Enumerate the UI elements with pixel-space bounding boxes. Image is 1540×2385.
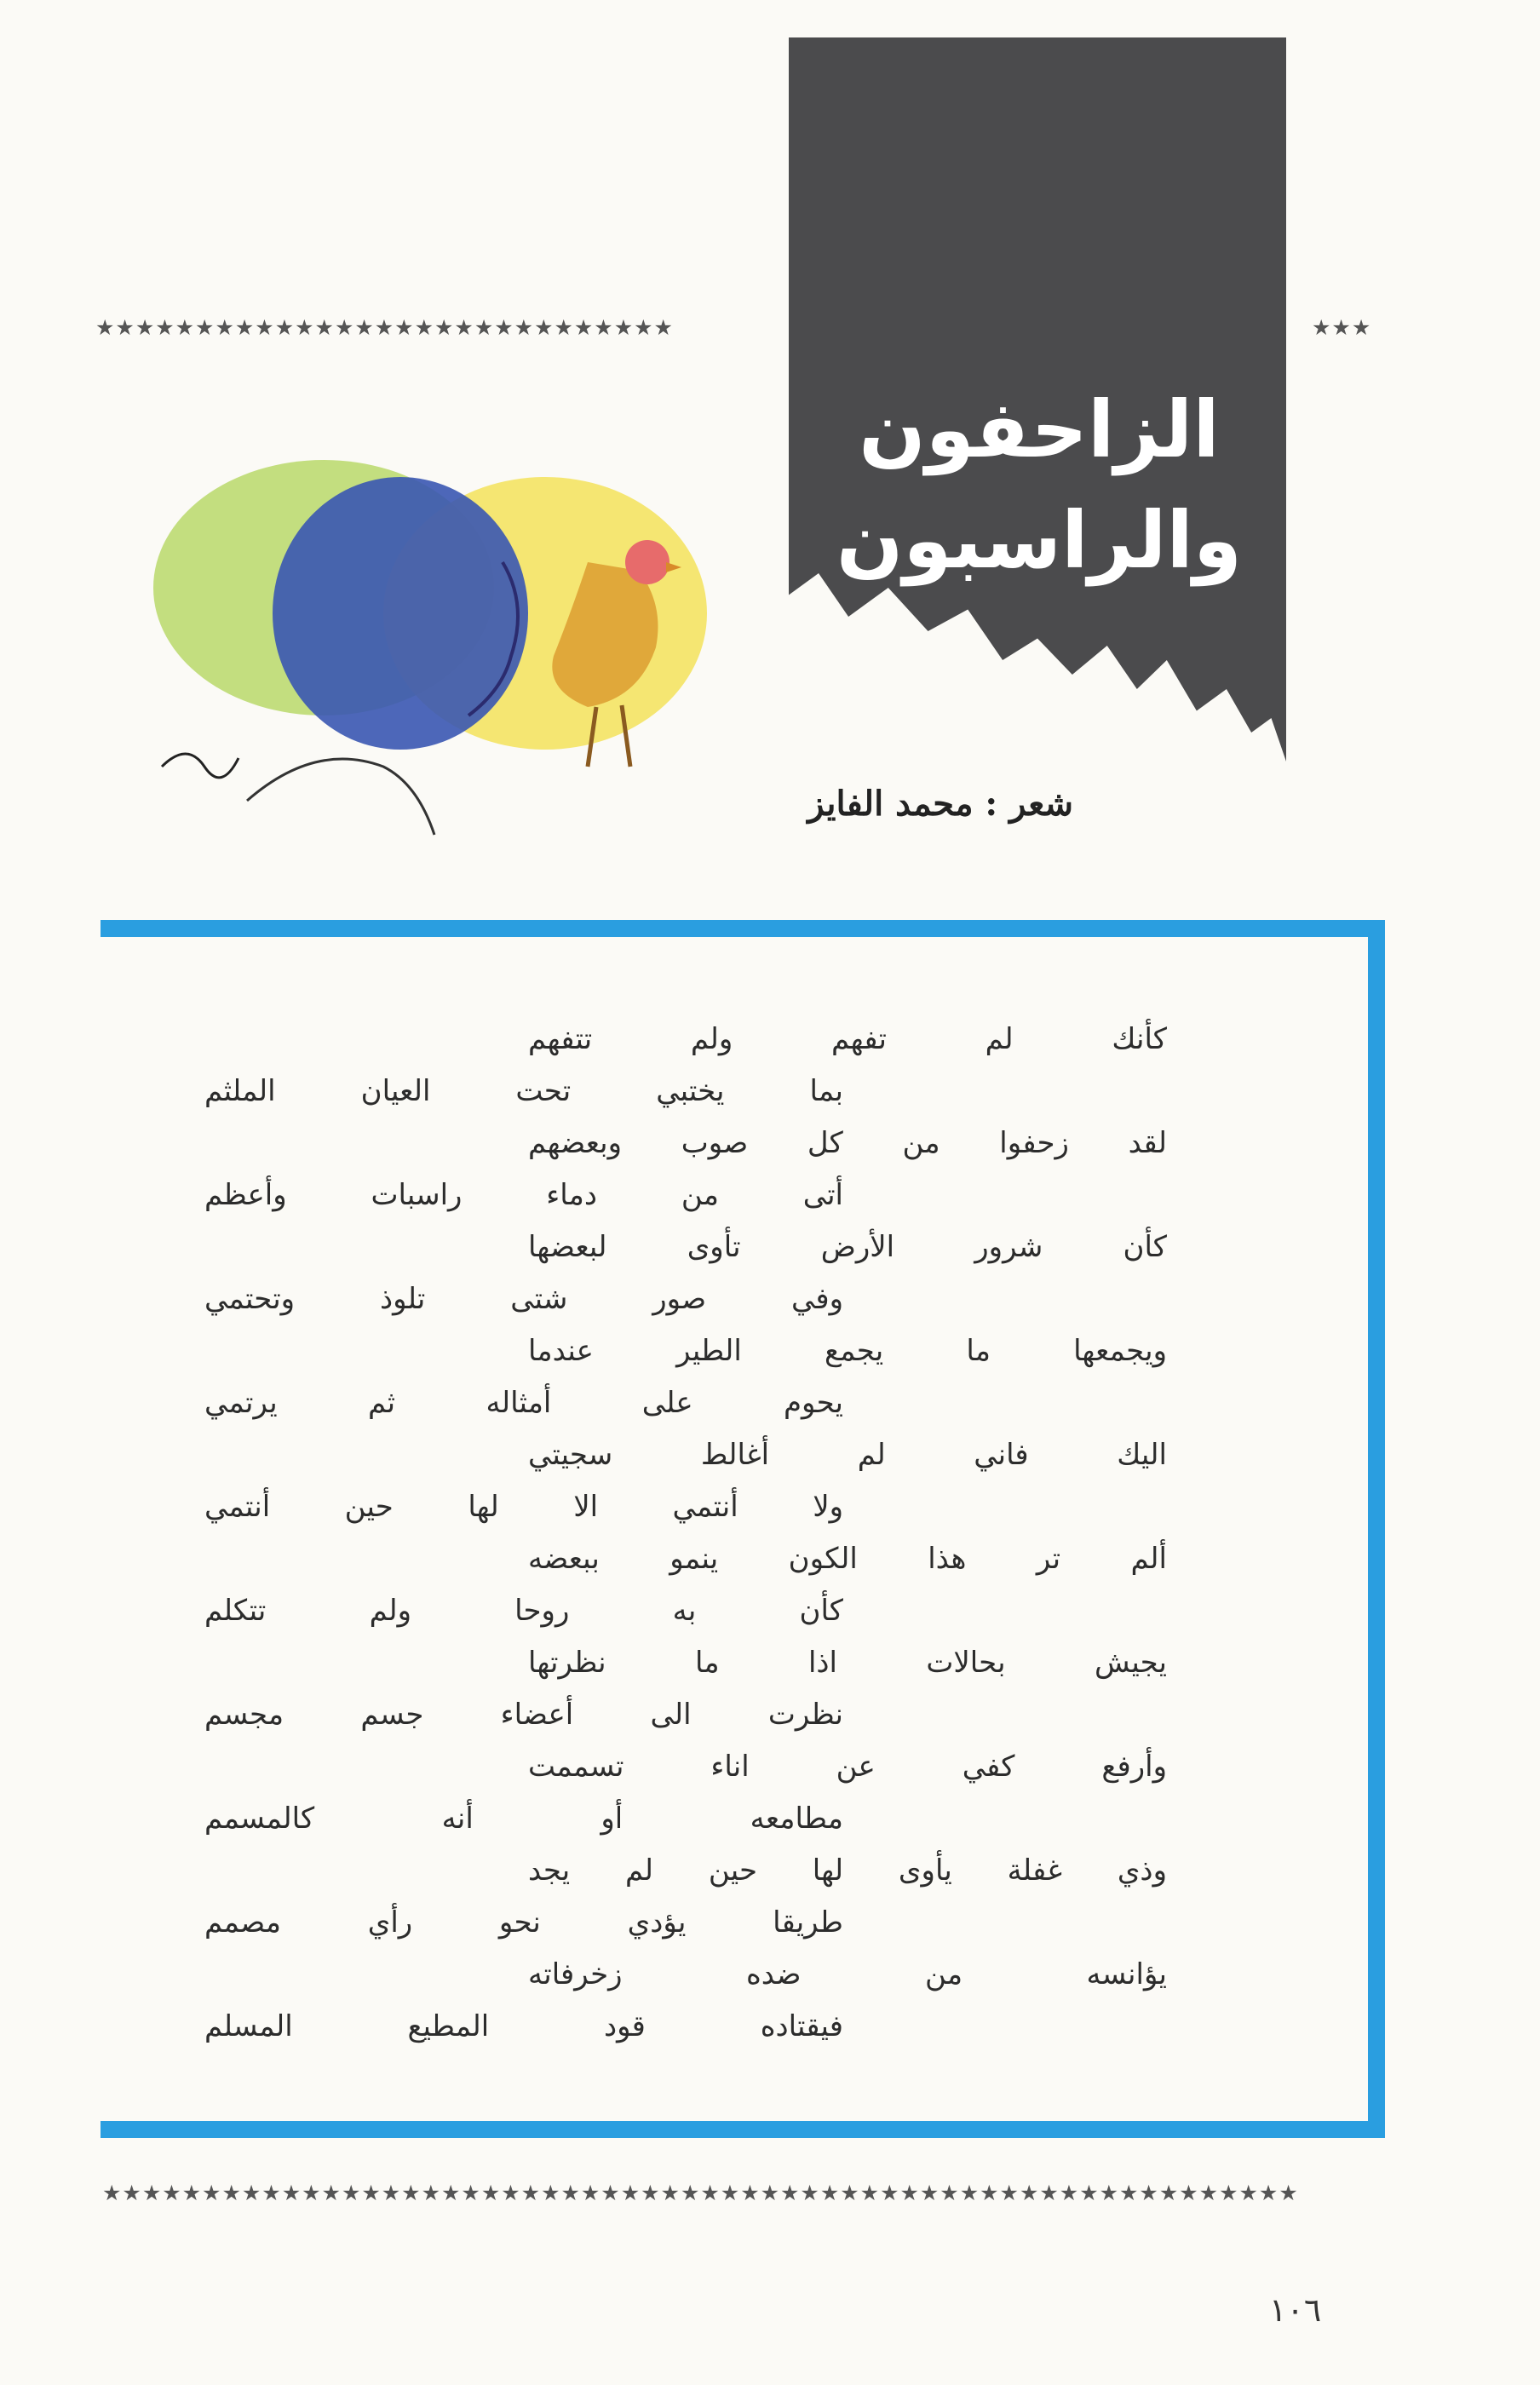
poem-line: اليك فاني لم أغالط سجيتي [528, 1438, 1167, 1472]
poem-line: كأن شرور الأرض تأوى لبعضها [528, 1230, 1167, 1264]
poem-line: طريقا يؤدي نحو رأي مصمم [204, 1905, 843, 1940]
poem-author: شعر : محمد الفايز [807, 784, 1073, 824]
blue-head [273, 477, 528, 750]
poem-line: وفي صور شتى تلوذ وتحتمي [204, 1282, 843, 1316]
stars-divider-bottom: ★★★★★★★★★★★★★★★★★★★★★★★★★★★★★★★★★★★★★★★★★★★★★★★★★★★★★★★★★★★★ [102, 2181, 1299, 2205]
poem-line: مطامعه أو أنه كالمسمم [204, 1802, 843, 1836]
title-line-2: والراسبون [836, 495, 1243, 586]
poem-line: لقد زحفوا من كل صوب وبعضهم [528, 1126, 1167, 1160]
title-line-1: الزاحفون [859, 384, 1220, 475]
poem-line: كأن به روحا ولم تتكلم [204, 1594, 843, 1628]
poem-line: ألم تر هذا الكون ينمو ببعضه [528, 1542, 1167, 1576]
poem-line: أتى من دماء راسبات وأعظم [204, 1178, 843, 1212]
poem-line: وأرفع كفي عن اناء تسممت [528, 1750, 1167, 1784]
poem-title [818, 375, 1261, 596]
poem-line: وذي غفلة يأوى لها حين لم يجد [528, 1853, 1167, 1888]
poem-line: يحوم على أمثاله ثم يرتمي [204, 1386, 843, 1420]
poem-line: نظرت الى أعضاء جسم مجسم [204, 1698, 843, 1732]
poem-line: ولا أنتمي الا لها حين أنتمي [204, 1490, 843, 1524]
poem-line: ويجمعها ما يجمع الطير عندما [528, 1334, 1167, 1368]
stars-divider-top-left: ★★★★★★★★★★★★★★★★★★★★★★★★★★★★★ [95, 315, 674, 340]
poem-line: بما يختبي تحت العيان الملثم [204, 1074, 843, 1108]
page-number: ١٠٦ [1269, 2291, 1322, 2329]
illustration-woman-rooster [145, 460, 758, 852]
poem-line: فيقتاده قود المطيع المسلم [204, 2009, 843, 2043]
poem-body [204, 1014, 1167, 2053]
stars-divider-top-right: ★★★ [1312, 315, 1372, 340]
poem-line: يجيش بحالات اذا ما نظرتها [528, 1646, 1167, 1680]
poem-line: يؤانسه من ضده زخرفاته [528, 1957, 1167, 1991]
poem-line: كأنك لم تفهم ولم تتفهم [528, 1022, 1167, 1056]
artist-signature [162, 754, 238, 778]
shoulder-lines [247, 759, 434, 835]
